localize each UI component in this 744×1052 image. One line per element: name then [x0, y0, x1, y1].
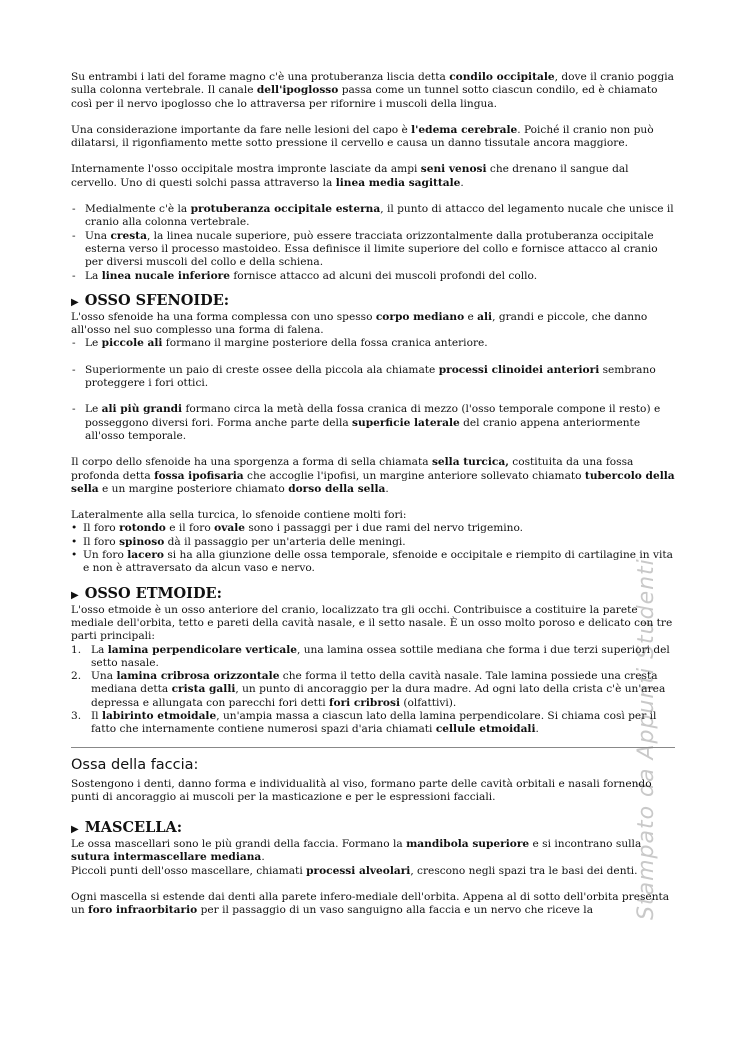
paragraph-seni-venosi: Internamente l'osso occipitale mostra impronte lasciate da ampi seni venosi che drenano il sangue dal cervello. Uno di questi solchi passa attraverso la linea media sagittale. [71, 163, 629, 189]
heading-sfenoide: ▶ OSSO SFENOIDE: [71, 291, 230, 309]
triangle-bullet-icon: ▶ [71, 296, 79, 308]
etmoide-list [71, 644, 675, 737]
list-item: - La linea nucale inferiore fornisce attacco ad alcuni dei muscoli profondi del collo. [71, 270, 675, 283]
paragraph-sfenoide-intro: L'osso sfenoide ha una forma complessa con uno spesso corpo mediano e ali, grandi e piccole, che danno all'osso nel suo complesso una forma di falena. [71, 310, 648, 337]
heading-mascella: ▶ MASCELLA: [71, 819, 183, 837]
list-item: - Le piccole ali formano il margine posteriore della fossa cranica anteriore. [71, 337, 675, 350]
section-divider [71, 747, 675, 748]
list-item: - Una cresta, la linea nucale superiore, può essere tracciata orizzontalmente dalla protuberanza occipitale esterna verso il processo mastoideo. Essa definisce il limite superiore del collo e fornisce attacco al cranio per diversi muscoli del collo e della schiena. [71, 230, 675, 270]
sfenoide-list [71, 337, 675, 350]
paragraph-faccia-intro: Sostengono i denti, danno forma e individualità al viso, formano parte delle cavità orbitali e nasali fornendo punti di ancoraggio ai muscoli per la masticazione e per le espressioni facciali. [71, 777, 652, 803]
paragraph-fori: Lateralmente alla sella turcica, lo sfenoide contiene molti fori: [71, 509, 407, 522]
document-page [71, 71, 675, 918]
triangle-bullet-icon: ▶ [71, 589, 79, 601]
paragraph-condilo: Su entrambi i lati del forame magno c'è una protuberanza liscia detta condilo occipitale, dove il cranio poggia sulla colonna vertebrale. Il canale dell'ipoglosso passa come un tunnel sotto ciascun condilo, ed è chiamato così per il nervo ipoglosso che lo attraversa per rifornire i muscoli della lingua. [71, 71, 674, 110]
sfenoide-list-3 [71, 403, 675, 443]
paragraph-mascella-2: Piccoli punti dell'osso mascellare, chiamati processi alveolari, crescono negli spazi tra le basi dei denti. [71, 864, 638, 877]
list-item: - Le ali più grandi formano circa la metà della fossa cranica di mezzo (l'osso temporale compone il resto) e posseggono diversi fori. Forma anche parte della superficie laterale del cranio appena anteriormente all'osso temporale. [71, 403, 675, 443]
list-item: 2. Una lamina cribrosa orizzontale che forma il tetto della cavità nasale. Tale lamina possiede una cresta mediana detta crista galli, un punto di ancoraggio per la dura madre. Ad ogni lato della crista c'è un'area depressa e allungata con parecchi fori detti fori cribrosi (olfattivi). [71, 670, 666, 709]
paragraph-sella-turcica: Il corpo dello sfenoide ha una sporgenza a forma di sella chiamata sella turcica, costituita da una fossa profonda detta fossa ipofisaria che accoglie l'ipofisi, un margine anteriore sollevato chiamato tubercolo della sella e un margine posteriore chiamato dorso della sella. [71, 456, 675, 495]
heading-ossa-faccia: Ossa della faccia: [71, 756, 199, 773]
paragraph-etmoide-intro: L'osso etmoide è un osso anteriore del cranio, localizzato tra gli occhi. Contribuisce a costituire la parete mediale dell'orbita, tetto e pareti della cavità nasale, e il setto nasale. È un osso molto poroso e delicato con tre parti principali: [71, 603, 673, 643]
list-item: • Il foro spinoso dà il passaggio per un'arteria delle meningi. [71, 536, 675, 549]
paragraph-mascella-1: Le ossa mascellari sono le più grandi della faccia. Formano la mandibola superiore e si incontrano sulla sutura intermascellare mediana. [71, 838, 642, 864]
paragraph-mascella-3: Ogni mascella si estende dai denti alla parete infero-mediale dell'orbita. Appena al di sotto dell'orbita presenta un foro infraorbitario per il passaggio di un vaso sanguigno alla faccia e un nervo che riceve la [71, 891, 670, 917]
list-item: - Superiormente un paio di creste ossee della piccola ala chiamate processi clinoidei anteriori sembrano proteggere i fori ottici. [71, 364, 675, 391]
occipitale-list [71, 203, 675, 283]
heading-etmoide: ▶ OSSO ETMOIDE: [71, 584, 222, 602]
sfenoide-list-2 [71, 364, 675, 391]
fori-list [71, 522, 675, 575]
triangle-bullet-icon: ▶ [71, 824, 79, 836]
list-item: • Il foro rotondo e il foro ovale sono i passaggi per i due rami del nervo trigemino. [71, 522, 675, 535]
list-item: - Medialmente c'è la protuberanza occipitale esterna, il punto di attacco del legamento nucale che unisce il cranio alla colonna vertebrale. [71, 203, 675, 230]
watermark-text: Stampato da Appunti Studenti [634, 558, 659, 920]
list-item: 1. La lamina perpendicolare verticale, una lamina ossea sottile mediana che forma i due terzi superiori del setto nasale. [71, 643, 670, 669]
list-item: 3. Il labirinto etmoidale, un'ampia massa a ciascun lato della lamina perpendicolare. Si chiama così per il fatto che internamente contiene numerosi spazi d'aria chiamati cellule etmoidali. [71, 709, 657, 736]
paragraph-edema: Una considerazione importante da fare nelle lesioni del capo è l'edema cerebrale. Poiché il cranio non può dilatarsi, il rigonfiamento mette sotto pressione il cervello e causa un danno tissutale ancora maggiore. [71, 123, 654, 150]
list-item: • Un foro lacero si ha alla giunzione delle ossa temporale, sfenoide e occipitale e riempito di cartilagine in vita e non è attraversato da alcun vaso e nervo. [71, 549, 675, 576]
